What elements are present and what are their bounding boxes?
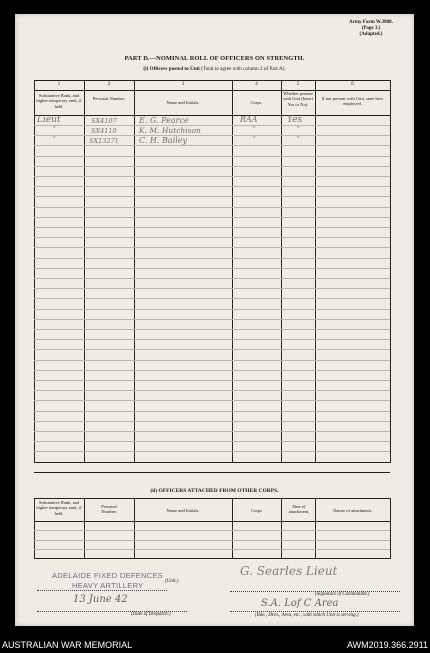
part-ii-bottom-rule (34, 558, 390, 559)
signature-caption: (Signature of Commander.) (315, 592, 370, 597)
serving-area: S.A. Lof C Area (261, 598, 339, 609)
table-ruled-line-4 (34, 166, 390, 167)
table-column-divider-1 (84, 80, 85, 463)
part-ii-column-divider-6 (390, 498, 391, 559)
entry-2-rank: " (53, 126, 56, 133)
table-ruled-line-25 (34, 380, 390, 381)
table-column-divider-2 (134, 80, 135, 463)
table-ruled-line-28 (34, 411, 390, 412)
table-ruled-line-10 (34, 227, 390, 228)
table-ruled-line-22 (34, 349, 390, 350)
table-ruled-line-18 (34, 309, 390, 310)
entry-1-number: SX4107 (91, 117, 117, 125)
table-ruled-line-9 (34, 217, 390, 218)
table-ruled-line-23 (34, 360, 390, 361)
entry-2-number: SX4110 (91, 127, 117, 135)
form-adapted-note: (Adapted.) (359, 32, 383, 37)
part-ii-ruled-line-2 (34, 549, 390, 550)
entry-1-corps: RAA (240, 115, 258, 124)
entry-3-rank: " (53, 136, 56, 143)
table-ruled-line-20 (34, 329, 390, 330)
table-ruled-line-5 (34, 176, 390, 177)
archive-footer (0, 636, 430, 653)
column-number-2: 2 (107, 82, 111, 87)
part-ii-header-personal-number: Personal Number. (101, 504, 117, 515)
table-ruled-line-3 (34, 156, 390, 157)
table-ruled-line-14 (34, 268, 390, 269)
part-ii-header-corps: Corps (251, 508, 262, 513)
entry-2-present: " (297, 126, 300, 133)
part-ii-header-date: Date of attachment. (288, 504, 310, 515)
unit-stamp-line-2: HEAVY ARTILLERY (72, 581, 144, 590)
table-column-divider-4 (281, 80, 282, 463)
table-bottom-rule (34, 462, 390, 463)
table-ruled-line-19 (34, 319, 390, 320)
table-ruled-line-21 (34, 339, 390, 340)
table-ruled-line-15 (34, 278, 390, 279)
part-d-subtitle (15, 66, 414, 72)
column-header-corps: Corps. (250, 100, 263, 105)
column-number-5: 5 (296, 82, 300, 87)
table-numrow-rule (34, 90, 390, 91)
entry-1-present: Yes (287, 115, 303, 125)
archive-accession-number: AWM2019.366.2911 (346, 640, 428, 650)
entry-2-corps: " (253, 126, 256, 133)
table-column-divider-6 (390, 80, 391, 463)
part-d-subtitle-bold: (i) Officers posted to Unit (143, 66, 200, 72)
archive-name: AUSTRALIAN WAR MEMORIAL (2, 640, 133, 650)
column-number-3: 3 (181, 82, 185, 87)
entry-3-present: " (297, 136, 300, 143)
table-ruled-line-0 (34, 125, 390, 126)
entry-1-rank: Lieut (37, 115, 61, 125)
unit-caption: (Unit.) (165, 579, 179, 584)
part-ii-title-rule (34, 498, 390, 499)
part-ii-ruled-line-0 (34, 530, 390, 531)
entry-3-name: C. H. Bailey (139, 136, 188, 145)
entry-3-corps: " (253, 136, 256, 143)
column-number-1: 1 (57, 82, 61, 87)
table-ruled-line-30 (34, 431, 390, 432)
entry-3-number: SX13271 (89, 137, 119, 145)
table-ruled-line-8 (34, 207, 390, 208)
part-ii-ruled-line-1 (34, 540, 390, 541)
table-column-divider-5 (315, 80, 316, 463)
column-number-6: 6 (351, 82, 354, 87)
table-column-divider-0 (34, 80, 35, 463)
table-ruled-line-11 (34, 237, 390, 238)
table-ruled-line-31 (34, 441, 390, 442)
area-line (230, 611, 400, 612)
column-header-rank: Substantive Rank, and higher temporary rank, if held. (36, 93, 82, 109)
part-ii-top-rule (34, 472, 390, 473)
column-header-present: Whether present with Unit (Insert Yes or No). (283, 91, 313, 107)
table-header-rule (34, 115, 390, 116)
part-ii-header-rank: Substantive Rank, and higher temporary rank, if held. (36, 500, 82, 516)
column-header-name: Name and Initials. (166, 100, 200, 105)
table-ruled-line-7 (34, 196, 390, 197)
army-form-reference (336, 20, 406, 38)
commander-signature: G. Searles Lieut (240, 564, 338, 578)
table-ruled-line-13 (34, 258, 390, 259)
form-page (15, 14, 414, 626)
entry-2-name: K. M. Hutchison (139, 126, 201, 135)
area-caption: (Bde., Divn., Area, etc., with which Unit is serving.) (255, 613, 359, 618)
form-page-number: (Page 3.) (361, 26, 381, 31)
table-ruled-line-16 (34, 288, 390, 289)
unit-stamp-line-1: ADELAIDE FIXED DEFENCES (52, 571, 164, 580)
part-d-subtitle-rest: (Total to agree with column 2 of Part A). (199, 66, 286, 72)
part-ii-title: (ii) OFFICERS ATTACHED FROM OTHER CORPS. (150, 488, 279, 494)
table-ruled-line-1 (34, 135, 390, 136)
part-ii-header-nature: Nature of attachment. (332, 508, 373, 513)
column-number-4: 4 (255, 82, 258, 87)
table-column-divider-3 (232, 80, 233, 463)
unit-line (37, 590, 167, 591)
part-d-title: PART D.—NOMINAL ROLL OF OFFICERS ON STRENGTH. (124, 55, 305, 62)
table-ruled-line-26 (34, 390, 390, 391)
table-ruled-line-6 (34, 186, 390, 187)
part-ii-header-rule (34, 521, 390, 522)
table-ruled-line-29 (34, 421, 390, 422)
entry-1-name: E. G. Pearce (139, 116, 189, 125)
form-number: Army Form W.3008. (349, 20, 393, 25)
table-ruled-line-24 (34, 370, 390, 371)
column-header-employment: If not present with Unit, state how employed. (321, 96, 384, 107)
table-ruled-line-32 (34, 451, 390, 452)
table-ruled-line-27 (34, 400, 390, 401)
date-caption: (Date of Despatch.) (131, 612, 171, 617)
table-ruled-line-2 (34, 145, 390, 146)
part-ii-header-name: Name and Initials. (166, 508, 200, 513)
date-of-despatch: 13 June 42 (73, 594, 128, 605)
table-ruled-line-17 (34, 298, 390, 299)
table-ruled-line-12 (34, 247, 390, 248)
column-header-personal-number: Personal Number. (92, 96, 126, 101)
